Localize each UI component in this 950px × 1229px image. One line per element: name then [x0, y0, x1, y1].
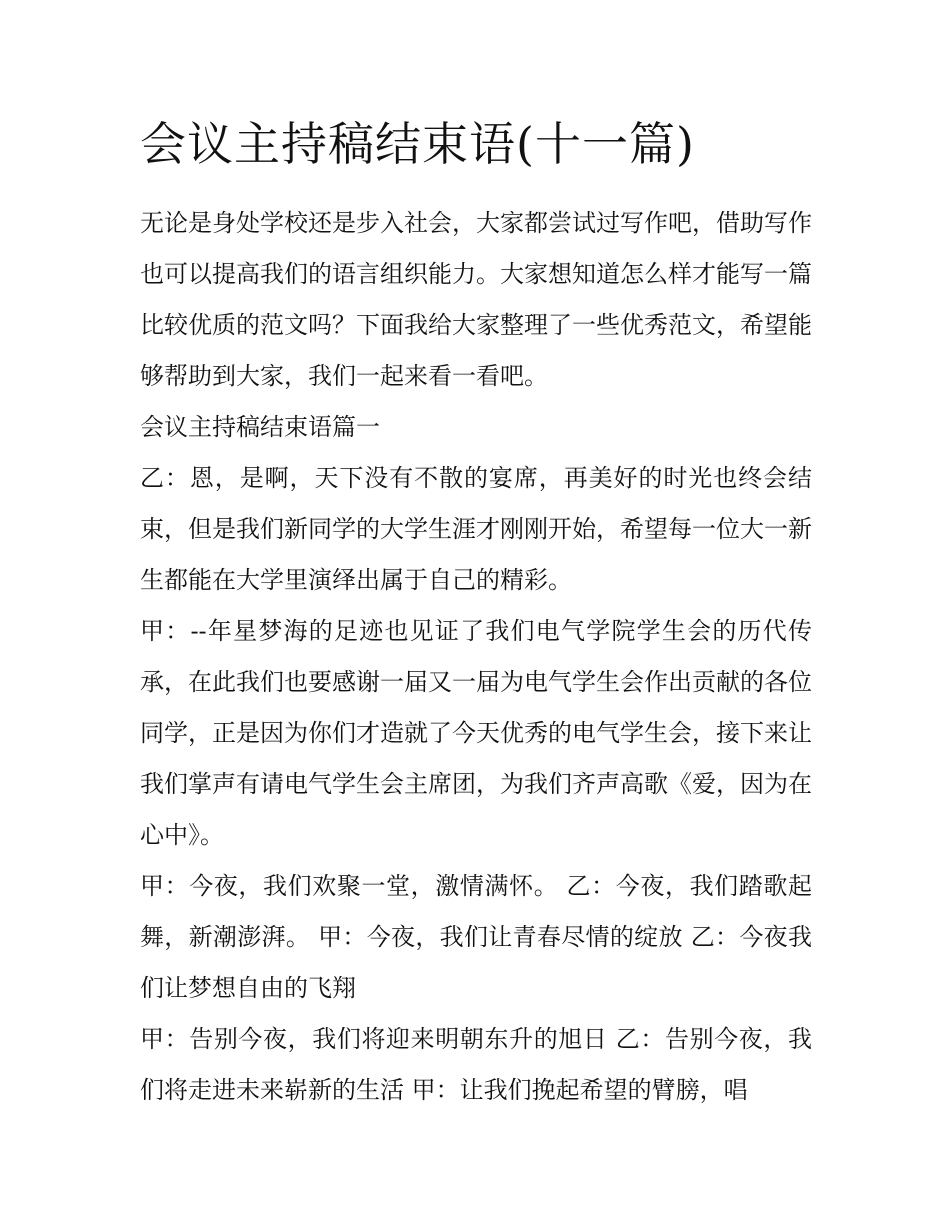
- dialogue-paragraph: 甲：告别今夜，我们将迎来明朝东升的旭日 乙：告别今夜，我们将走进未来崭新的生活 甲：让我们挽起希望的臂膀，唱: [140, 1025, 812, 1104]
- dialogue-paragraph: 甲：今夜，我们欢聚一堂，激情满怀。 乙：今夜，我们踏歌起舞，新潮澎湃。 甲：今夜，我们让青春尽情的绽放 乙：今夜我们让梦想自由的飞翔: [140, 872, 812, 1002]
- section-heading: 会议主持稿结束语篇一: [140, 413, 380, 441]
- intro-paragraph: 无论是身处学校还是步入社会，大家都尝试过写作吧，借助写作也可以提高我们的语言组织能力。大家想知道怎么样才能写一篇比较优质的范文吗？下面我给大家整理了一些优秀范文，希望能够帮助到大家，我们一起来看一看吧。: [140, 209, 812, 390]
- document-title: 会议主持稿结束语(十一篇): [140, 117, 695, 171]
- document-body: [140, 198, 812, 1116]
- dialogue-paragraph: 甲：--年星梦海的足迹也见证了我们电气学院学生会的历代传承，在此我们也要感谢一届又一届为电气学生会作出贡献的各位同学，正是因为你们才造就了今天优秀的电气学生会，接下来让我们掌声有请电气学生会主席团，为我们齐声高歌《爱，因为在心中》。: [140, 617, 812, 849]
- dialogue-paragraph: 乙：恩，是啊，天下没有不散的宴席，再美好的时光也终会结束，但是我们新同学的大学生涯才刚刚开始，希望每一位大一新生都能在大学里演绎出属于自己的精彩。: [140, 464, 812, 594]
